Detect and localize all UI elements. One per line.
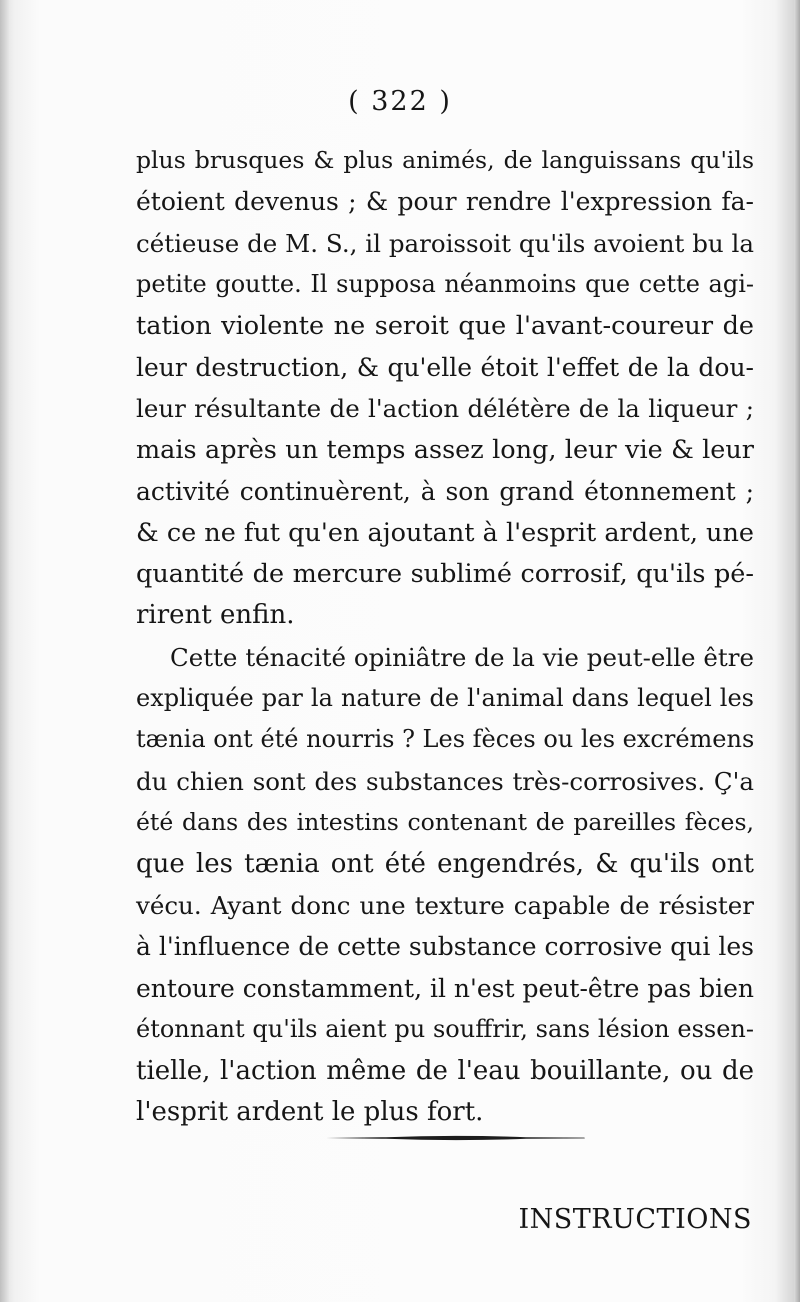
- text-line: mais après un temps assez long, leur vie & leur: [136, 434, 754, 465]
- text-line: vécu. Ayant donc une texture capable de résister: [136, 891, 754, 921]
- text-line: entoure constamment, il n'est peut-être pas bien: [136, 973, 755, 1003]
- text-line: tænia ont été nourris ? Les fèces ou les excrémens: [136, 725, 755, 754]
- text-line: que les tænia ont été engendrés, & qu'ils ont: [136, 848, 754, 879]
- text-line: rirent enfin.: [136, 600, 295, 631]
- paragraph-2: [136, 637, 754, 1134]
- text-line: étoient devenus ; & pour rendre l'expression fa-: [136, 187, 754, 217]
- text-line: étonnant qu'ils aient pu souffrir, sans lésion essen-: [136, 1015, 754, 1044]
- text-line: leur résultante de l'action délétère de la liqueur ;: [136, 394, 754, 424]
- text-line: petite goutte. Il supposa néanmoins que cette agi-: [136, 270, 754, 299]
- text-line: tielle, l'action même de l'eau bouillante, ou de: [136, 1055, 754, 1086]
- text-line: quantité de mercure sublimé corrosif, qu'ils pé-: [136, 558, 754, 589]
- text-line: tation violente ne seroit que l'avant-coureur de: [136, 310, 754, 341]
- catchword: INSTRUCTIONS: [518, 1204, 752, 1235]
- text-line: à l'influence de cette substance corrosive qui les: [136, 932, 754, 962]
- page-left-shadow: [0, 0, 9, 1302]
- text-line: du chien sont des substances très-corrosives. Ç'a: [136, 766, 754, 796]
- text-line: leur destruction, & qu'elle étoit l'effet de la dou-: [136, 352, 754, 382]
- text-line: été dans des intestins contenant de pareilles fèces,: [136, 808, 754, 837]
- text-line: cétieuse de M. S., il paroissoit qu'ils avoient bu la: [136, 228, 754, 258]
- body-text: [136, 140, 754, 1133]
- text-line: & ce ne fut qu'en ajoutant à l'esprit ardent, une: [136, 517, 754, 548]
- text-line: plus brusques & plus animés, de languissans qu'ils: [136, 146, 754, 174]
- text-line: expliquée par la nature de l'animal dans lequel les: [136, 684, 754, 713]
- paragraph-1: [136, 140, 754, 637]
- text-line: Cette ténacité opiniâtre de la vie peut-elle être: [170, 642, 754, 672]
- decorative-rule: [326, 1134, 586, 1142]
- text-line: activité continuèrent, à son grand étonnement ;: [136, 477, 754, 507]
- page-number: ( 322 ): [348, 86, 452, 117]
- page-right-shadow: [794, 0, 800, 1302]
- text-line: l'esprit ardent le plus fort.: [136, 1096, 484, 1127]
